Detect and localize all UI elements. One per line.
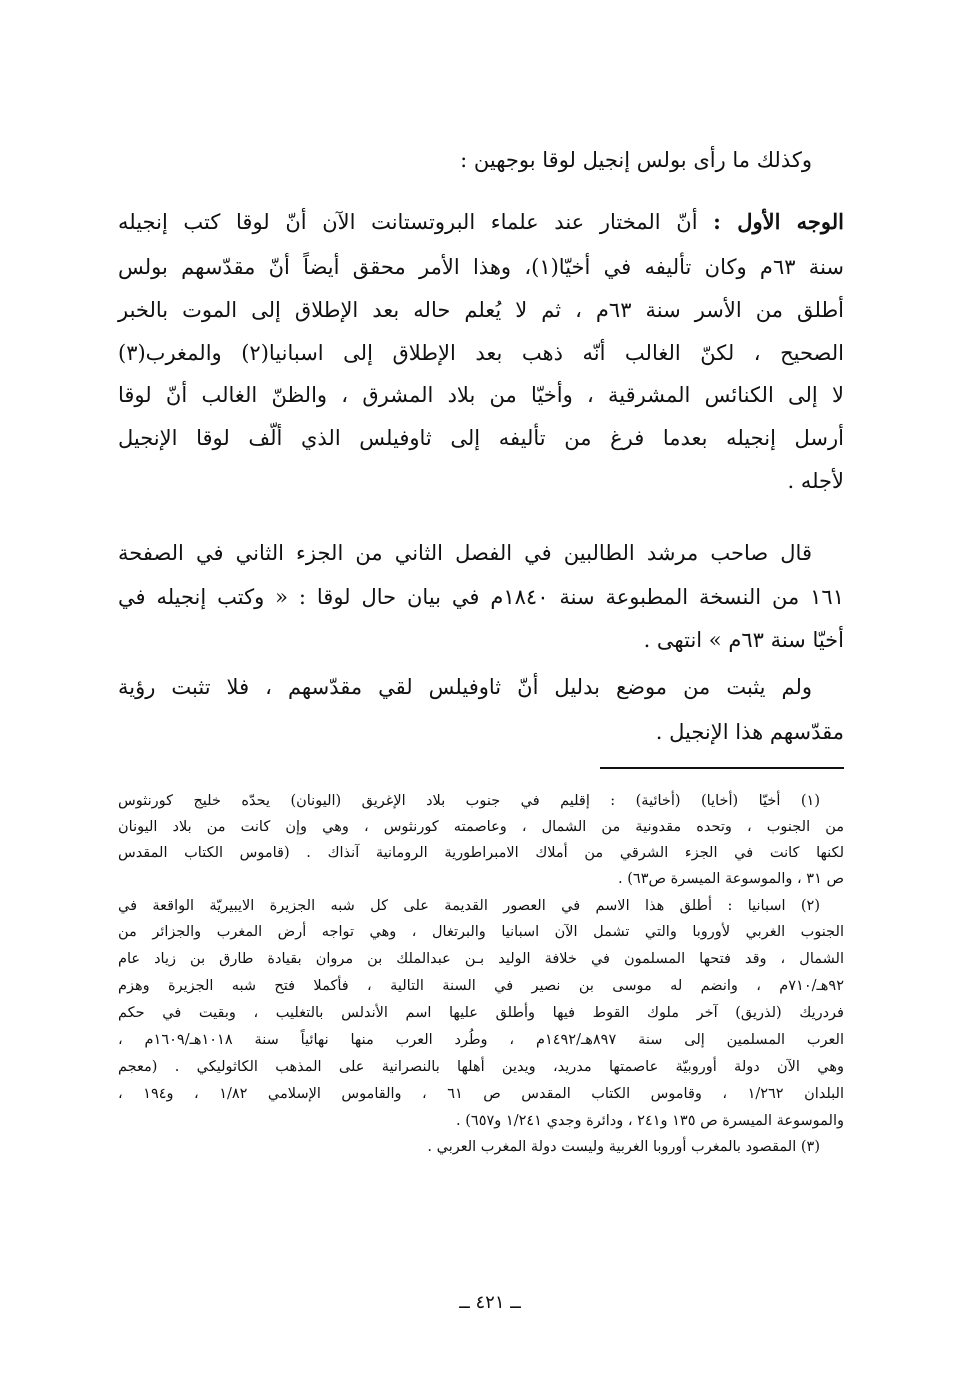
- section-heading: الوجه الأول :: [713, 209, 844, 234]
- footnote-line: الجنوب الغربي لأوروبا والتي تشمل الآن اسبانيا والبرتغال ، وهي تواجه أرض المغرب والجزائر من: [118, 924, 844, 940]
- footnote-separator: [600, 767, 844, 769]
- text-line: لا إلى الكنائس المشرقية ، وأخيّا من بلاد المشرق ، والظنّ الغالب أنّ لوقا: [118, 383, 844, 407]
- footnote-line: والموسوعة الميسرة ص ١٣٥ و٢٤١ ، ودائرة وجدي ١/٢٤١ و٦٥٧) .: [456, 1113, 844, 1129]
- text-line: [118, 202, 844, 242]
- text-line: الصحيح ، لكنّ الغالب أنّه ذهب بعد الإطلاق إلى اسبانيا(٢) والمغرب(٣): [118, 341, 844, 365]
- text-line: سنة ٦٣م وكان تأليفه في أخيّا(١)، وهذا الأمر محقق أيضاً أنّ مقدّسهم بولس: [118, 255, 844, 279]
- text-line: مقدّسهم هذا الإنجيل .: [655, 720, 844, 744]
- text-line: لأجله .: [787, 469, 844, 493]
- text-line: أرسل إنجيله بعدما فرغ من تأليفه إلى ثاوفيلس الذي ألّف لوقا الإنجيل: [118, 426, 844, 450]
- text-line: أطلق من الأسر سنة ٦٣م ، ثم لا يُعلم حاله بعد الإطلاق إلى الموت بالخبر: [118, 298, 844, 322]
- text-line: ١٦١ من النسخة المطبوعة سنة ١٨٤٠م في بيان حال لوقا : « وكتب إنجيله في: [118, 585, 844, 609]
- footnote-line: ٩٢هـ/٧١٠م ، وانضم له موسى بن نصير في السنة التالية ، فأكملا فتح شبه الجزيرة وهزم: [118, 978, 844, 994]
- page-number: ــ ٤٢١ ــ: [459, 1292, 521, 1313]
- footnote-line: (٢) اسبانيا : أطلق هذا الاسم في العصور القديمة على كل شبه الجزيرة الايبيريّة الواقعة في: [118, 898, 820, 914]
- footnote-line: من الجنوب ، وتحده مقدونية من الشمال ، وعاصمته كورنثوس ، وهي وإن كانت من بلاد اليونان: [118, 819, 844, 835]
- footnote-line: الشمال ، وقد فتحها المسلمون في خلافة الوليد بـن عبدالملك بن مروان بقيادة طارق بن زياد عام: [118, 951, 844, 967]
- footnote-line: البلدان ١/٢٦٢ ، وقاموس الكتاب المقدس ص ٦١ ، والقاموس الإسلامي ١/٨٢ ، و١٩٤ ،: [118, 1086, 845, 1102]
- footnote-line: فردريك (لذريق) آخر ملوك القوط فيها وأطلق عليها اسم الأندلس بالتغليب ، وبقيت في حكم: [118, 1005, 844, 1021]
- footnote-line: وهي الآن دولة أوروبيّة عاصمتها مدريد، ويدين أهلها بالنصرانية على المذهب الكاثوليكي . (معجم: [118, 1059, 844, 1075]
- footnote-line: العرب المسلمين إلى سنة ٨٩٧هـ/١٤٩٢م ، وطُرد العرب منها نهائياً سنة ١٠١٨هـ/١٦٠٩م ،: [118, 1032, 844, 1048]
- footnote-line: (٣) المقصود بالمغرب أوروبا الغربية وليست دولة المغرب العربي .: [427, 1139, 820, 1155]
- text-line-body: أنّ المختار عند علماء البروتستانت الآن أنّ لوقا كتب إنجيله: [118, 210, 698, 234]
- text-line: ولم يثبت من موضع بدليل أنّ ثاوفيلس لقي مقدّسهم ، فلا تثبت رؤية: [118, 675, 812, 699]
- footnote-line: ص ٣١ ، والموسوعة الميسرة ص٦٣) .: [618, 871, 844, 887]
- footnote-line: (١) أخيّا (أخايا) (أخائية) : إقليم في جنوب بلاد الإغريق (اليونان) يحدّه خليج كورنثوس: [118, 793, 820, 809]
- text-line: أخيّا سنة ٦٣م » انتهى .: [643, 628, 844, 652]
- footnote-line: لكنها كانت في الجزء الشرقي من أملاك الامبراطورية الرومانية آنذاك . (قاموس الكتاب المقدس: [118, 845, 844, 861]
- text-line: قال صاحب مرشد الطالبين في الفصل الثاني من الجزء الثاني في الصفحة: [118, 541, 812, 565]
- text-line: وكذلك ما رأى بولس إنجيل لوقا بوجهين :: [460, 148, 812, 172]
